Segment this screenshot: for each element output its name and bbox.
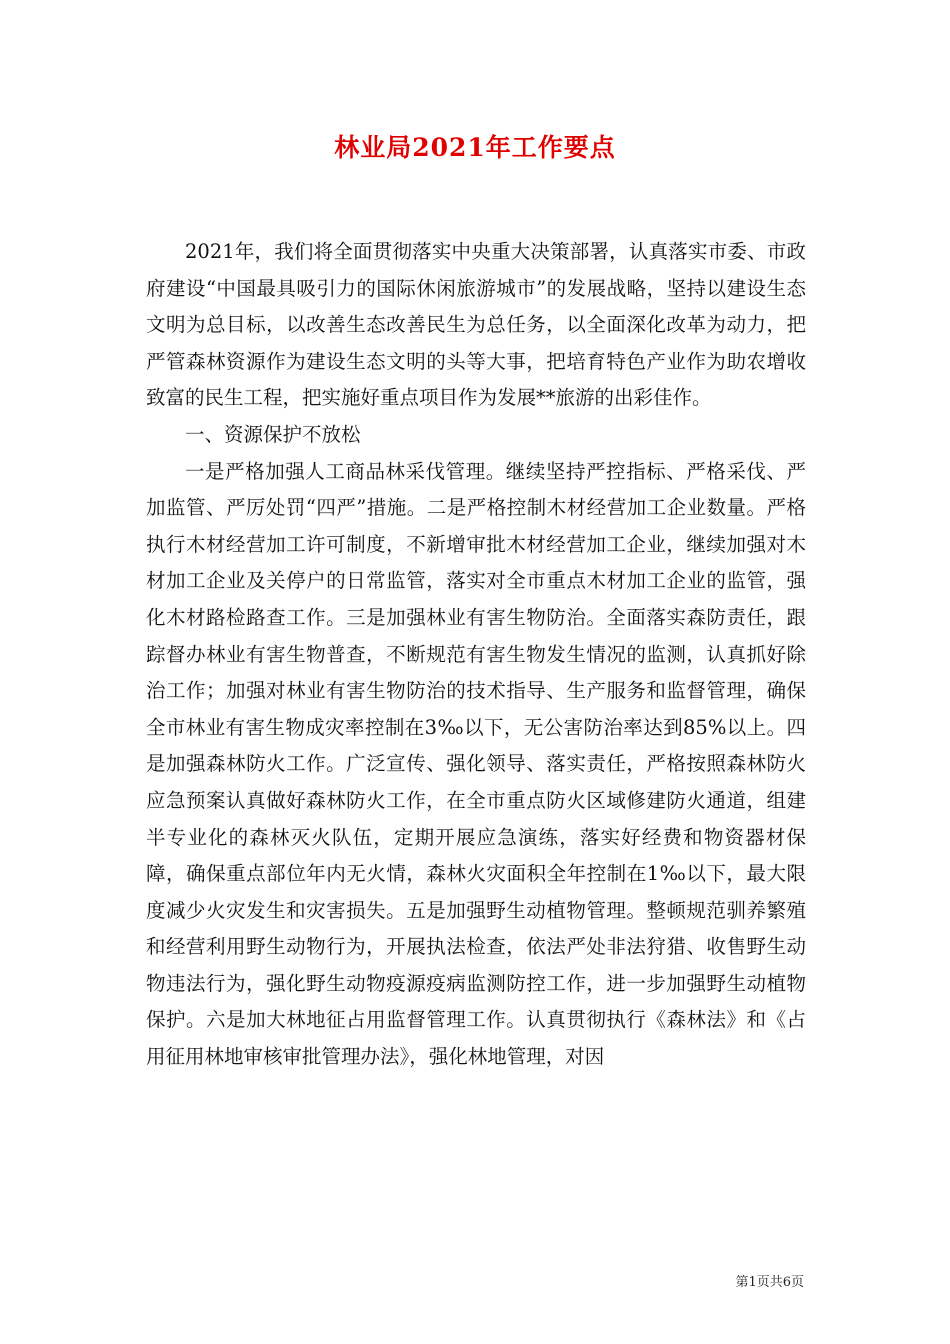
section-paragraph: 一是严格加强人工商品林采伐管理。继续坚持严控指标、严格采伐、严加监管、严厉处罚“四严”措施。二是严格控制木材经营加工企业数量。严格执行木材经营加工许可制度，不新增审批木材经营加工企业，继续加强对木材加工企业及关停户的日常监管，落实对全市重点木材加工企业的监管，强化木材路检路查工作。三是加强林业有害生物防治。全面落实森防责任，跟踪督办林业有害生物普查，不断规范有害生物发生情况的监测，认真抓好除治工作；加强对林业有害生物防治的技术指导、生产服务和监督管理，确保全市林业有害生物成灾率控制在3‰以下，无公害防治率达到85%以上。四是加强森林防火工作。广泛宣传、强化领导、落实责任，严格按照森林防火应急预案认真做好森林防火工作，在全市重点防火区域修建防火通道，组建半专业化的森林灭火队伍，定期开展应急演练，落实好经费和物资器材保障，确保重点部位年内无火情，森林火灾面积全年控制在1‰以下，最大限度减少火灾发生和灾害损失。五是加强野生动植物管理。整顿规范驯养繁殖和经营利用野生动物行为，开展执法检查，依法严处非法狩猎、收售野生动物违法行为，强化野生动物疫源疫病监测防控工作，进一步加强野生动植物保护。六是加大林地征占用监督管理工作。认真贯彻执行《森林法》和《占用征用林地审核审批管理办法》，强化林地管理，对因 <box>146 459 806 1069</box>
section-heading: 一、资源保护不放松 <box>185 422 361 446</box>
page-number-footer: 第1页共6页 <box>735 1275 804 1290</box>
document-body <box>146 234 806 1076</box>
document-title: 林业局2021年工作要点 <box>334 133 616 162</box>
intro-paragraph: 2021年，我们将全面贯彻落实中央重大决策部署，认真落实市委、市政府建设“中国最具吸引力的国际休闲旅游城市”的发展战略，坚持以建设生态文明为总目标，以改善生态改善民生为总任务，以全面深化改革为动力，把严管森林资源作为建设生态文明的头等大事，把培育特色产业作为助农增收致富的民生工程，把实施好重点项目作为发展**旅游的出彩佳作。 <box>146 240 806 410</box>
